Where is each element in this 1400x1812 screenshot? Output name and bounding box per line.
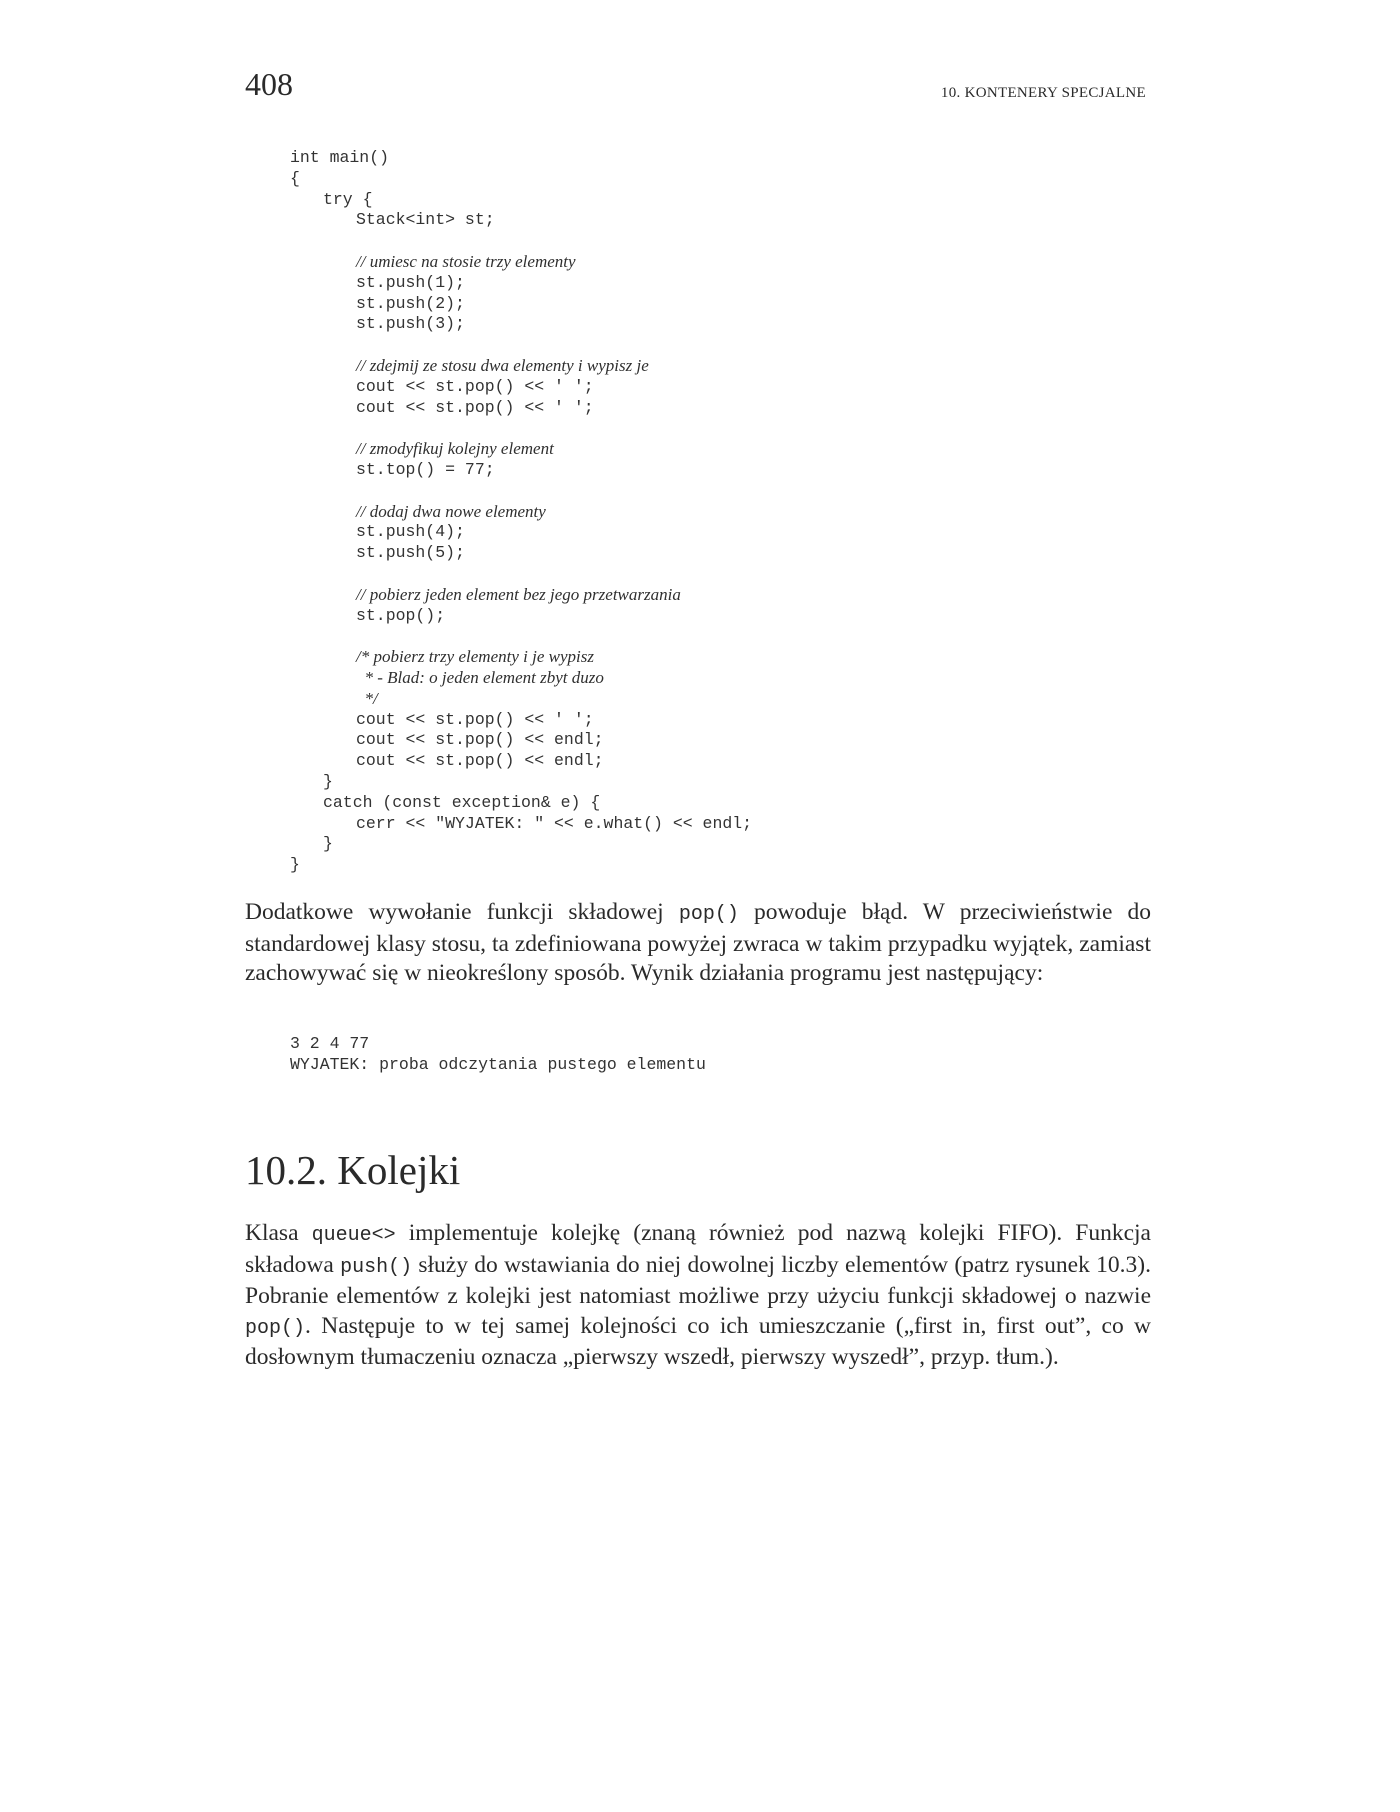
code-comment-line: */	[356, 688, 378, 708]
code-line: st.push(4);	[356, 522, 465, 542]
code-comment-line: // umiesc na stosie trzy elementy	[356, 251, 576, 271]
inline-code-pop: pop()	[245, 1316, 306, 1340]
code-comment-line: // zdejmij ze stosu dwa elementy i wypisz je	[356, 355, 649, 375]
code-line: cout << st.pop() << endl;	[356, 751, 604, 771]
code-comment-line: * - Blad: o jeden element zbyt duzo	[356, 667, 604, 687]
code-blank-line	[290, 231, 752, 252]
code-comment-line: // dodaj dwa nowe elementy	[356, 501, 546, 521]
code-blank-line	[290, 626, 752, 647]
paragraph-pop-error	[245, 898, 1151, 989]
code-line: {	[290, 168, 300, 188]
paragraph-text: służy do wstawiania do niej dowolnej liczby elementów (patrz rysunek 10.3). Pobranie elementów z kolejki jest natomiast możliwe przy użyciu funkcji składowej o nazwie	[245, 1251, 1151, 1309]
inline-code-pop: pop()	[678, 903, 739, 926]
output-line: 3 2 4 77	[290, 1034, 370, 1053]
paragraph-text: Klasa	[245, 1220, 312, 1246]
code-line: cout << st.pop() << ' ';	[356, 376, 594, 396]
inline-code-queue: queue<>	[311, 1224, 396, 1247]
output-line: WYJATEK: proba odczytania pustego elementu	[290, 1054, 706, 1074]
paragraph-text: . Następuje to w tej samej kolejności co ich umieszczanie („first in, first out”, co w dosłownym tłumaczeniu oznacza „pierwszy wszedł, pierwszy wyszedł”, przyp. tłum.).	[245, 1312, 1151, 1370]
code-blank-line	[290, 481, 752, 502]
page-number: 408	[245, 66, 293, 102]
paragraph-text: powoduje błąd. W przeciwieństwie do standardowej klasy stosu, ta zdefiniowana powyżej zwraca w takim przypadku wyjątek, zamiast zachowywać się w nieokreślony sposób. Wynik działania programu jest następujący:	[245, 899, 1151, 986]
code-line: Stack<int> st;	[356, 210, 495, 230]
code-line: catch (const exception& e) {	[323, 792, 601, 812]
code-comment-line: /* pobierz trzy elementy i je wypisz	[356, 647, 594, 667]
section-heading: 10.2. Kolejki	[245, 1147, 461, 1193]
paragraph-text: implementuje kolejkę (znaną również pod nazwą kolejki FIFO). Funkcja składowa	[245, 1220, 1151, 1278]
code-blank-line	[290, 335, 752, 356]
inline-code-push: push()	[340, 1255, 413, 1279]
code-blank-line	[290, 418, 752, 439]
code-line: try {	[323, 189, 373, 209]
code-blank-line	[290, 564, 752, 585]
code-line: st.push(1);	[356, 272, 465, 292]
code-line: st.push(2);	[356, 293, 465, 313]
program-output	[290, 1034, 706, 1076]
code-line: cerr << "WYJATEK: " << e.what() << endl;	[356, 813, 753, 833]
code-line: int main()	[290, 148, 390, 167]
code-line: cout << st.pop() << endl;	[356, 730, 604, 750]
code-line: st.top() = 77;	[356, 459, 495, 479]
code-comment-line: // pobierz jeden element bez jego przetwarzania	[356, 584, 681, 604]
code-comment-line: // zmodyfikuj kolejny element	[356, 439, 554, 459]
paragraph-queue-intro	[245, 1219, 1151, 1373]
code-listing	[290, 148, 752, 876]
code-line: cout << st.pop() << ' ';	[356, 397, 594, 417]
code-line: }	[323, 771, 333, 791]
code-line: }	[290, 855, 300, 875]
code-line: st.push(3);	[356, 314, 465, 334]
code-line: st.push(5);	[356, 543, 465, 563]
running-head: 10. KONTENERY SPECJALNE	[940, 85, 1146, 101]
code-line: }	[323, 834, 333, 854]
paragraph-text: Dodatkowe wywołanie funkcji składowej	[245, 899, 679, 925]
code-line: st.pop();	[356, 605, 446, 625]
code-line: cout << st.pop() << ' ';	[356, 709, 594, 729]
